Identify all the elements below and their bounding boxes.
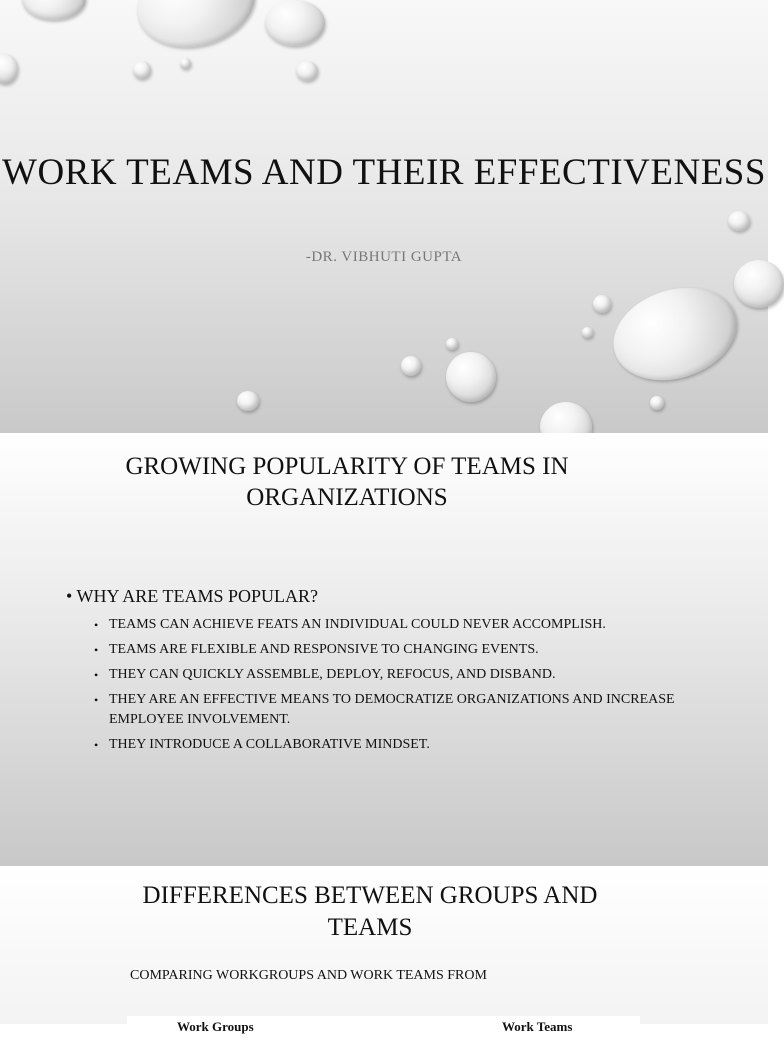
water-drop <box>133 61 151 79</box>
slide-title: GROWING POPULARITY OF TEAMS IN ORGANIZATIONS <box>125 453 569 511</box>
water-drop <box>180 58 191 69</box>
water-drop <box>265 0 325 46</box>
water-drop <box>582 327 593 338</box>
bullet-list <box>66 586 716 760</box>
water-drop <box>593 295 611 313</box>
water-drop <box>650 396 664 410</box>
water-drop <box>446 338 458 350</box>
sub-bullet-item: • TEAMS ARE FLEXIBLE AND RESPONSIVE TO CHANGING EVENTS. <box>94 640 716 660</box>
water-drop <box>22 0 86 20</box>
slide-2-popularity <box>0 433 768 866</box>
presentation-author: -DR. VIBHUTI GUPTA <box>305 249 463 265</box>
water-drop <box>728 211 750 231</box>
water-drop <box>401 356 421 376</box>
sub-bullet-item: • THEY INTRODUCE A COLLABORATIVE MINDSET. <box>94 735 716 755</box>
water-drop <box>0 54 18 84</box>
comparison-table <box>127 1016 640 1046</box>
table-header-work-groups: Work Groups <box>177 1019 254 1034</box>
slide-title: DIFFERENCES BETWEEN GROUPS AND TEAMS <box>142 882 598 941</box>
water-drop <box>734 260 784 308</box>
presentation-title: WORK TEAMS AND THEIR EFFECTIVENESS <box>2 152 766 193</box>
slide-1-title <box>0 0 768 433</box>
slide-3-differences <box>0 866 768 1034</box>
sub-bullet-item: • TEAMS CAN ACHIEVE FEATS AN INDIVIDUAL COULD NEVER ACCOMPLISH. <box>94 615 716 635</box>
water-drop <box>446 352 496 402</box>
water-drop <box>601 273 748 396</box>
water-drop <box>127 0 265 60</box>
water-drop <box>237 391 259 411</box>
slide-subtitle: COMPARING WORKGROUPS AND WORK TEAMS FROM <box>130 968 487 983</box>
table-header-work-teams: Work Teams <box>502 1019 573 1034</box>
bullet-heading: • WHY ARE TEAMS POPULAR? <box>66 586 318 606</box>
sub-bullet-list <box>66 615 716 755</box>
water-drop <box>296 61 318 81</box>
sub-bullet-item: • THEY CAN QUICKLY ASSEMBLE, DEPLOY, REFOCUS, AND DISBAND. <box>94 665 716 685</box>
sub-bullet-item: • THEY ARE AN EFFECTIVE MEANS TO DEMOCRATIZE ORGANIZATIONS AND INCREASE EMPLOYEE INVOLVEMENT. <box>94 690 716 730</box>
